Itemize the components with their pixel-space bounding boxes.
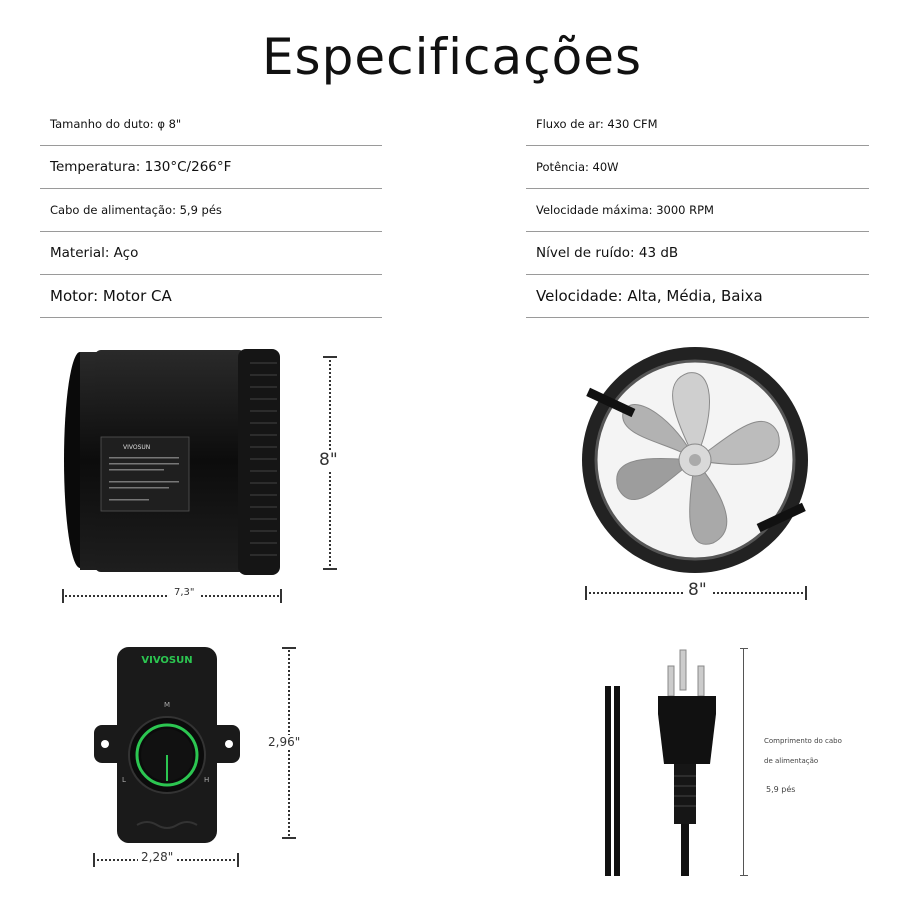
spec-row: Nível de ruído: 43 dB [526,232,869,275]
controller-brand: VIVOSUN [141,655,193,666]
fan-length-label: 7,3" [168,587,201,598]
knob-label-medium: M [164,701,171,709]
cord-note-line1: Comprimento do cabo [764,737,842,745]
knob-label-low: L [122,776,126,784]
specs-right-column [526,103,869,318]
spec-row: Velocidade: Alta, Média, Baixa [526,275,869,318]
fan-label-brand: VIVOSUN [123,444,151,451]
cord-note-line2: de alimentação [764,757,819,765]
cord-note-length: 5,9 pés [766,785,796,794]
spec-row: Tamanho do duto: φ 8" [40,103,382,146]
spec-row: Material: Aço [40,232,382,275]
knob-label-high: H [204,776,210,784]
spec-row: Fluxo de ar: 430 CFM [526,103,869,146]
spec-row: Velocidade máxima: 3000 RPM [526,189,869,232]
fan-height-label: 8" [319,450,338,470]
speed-controller-image [92,645,242,845]
spec-row: Temperatura: 130°C/266°F [40,146,382,189]
fan-front-image [578,343,812,577]
spec-row: Motor: Motor CA [40,275,382,318]
specs-left-column [40,103,382,318]
spec-row: Cabo de alimentação: 5,9 pés [40,189,382,232]
controller-height-label: 2,96" [268,735,301,749]
fan-side-image [55,345,295,580]
page-title: Especificações [261,28,643,86]
power-plug-image [598,646,738,876]
cord-length-dimension [740,648,748,876]
fan-width-label: 8" [684,580,711,600]
controller-width-label: 2,28" [138,850,176,864]
spec-row: Potência: 40W [526,146,869,189]
